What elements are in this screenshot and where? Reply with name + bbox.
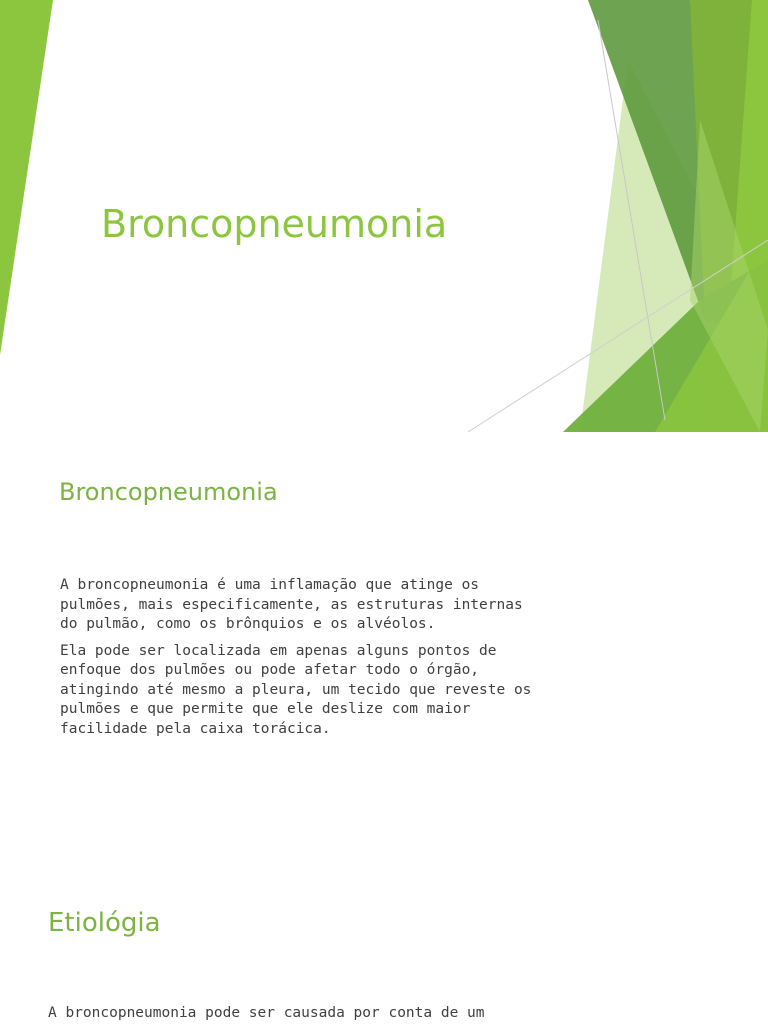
left-green-shape bbox=[0, 0, 53, 355]
etiology-slide bbox=[0, 884, 768, 1024]
paragraph: A broncopneumonia pode ser causada por conta de um bbox=[48, 1005, 485, 1021]
slide-heading: Etiológia bbox=[48, 908, 161, 938]
slide-title: Broncopneumonia bbox=[101, 202, 448, 246]
paragraph: A broncopneumonia é uma inflamação que atinge os pulmões, mais especificamente, as estruturas internas do pulmão, como os brônquios e os alvéolos. bbox=[60, 577, 523, 632]
slide-heading: Broncopneumonia bbox=[59, 478, 278, 506]
title-slide bbox=[0, 0, 768, 432]
paragraph: Ela pode ser localizada em apenas alguns pontos de enfoque dos pulmões ou pode afetar todo o órgão, atingindo até mesmo a pleura, um tecido que reveste os pulmões e que permite que ele deslize com maior facilidade pela caixa torácica. bbox=[60, 642, 532, 737]
content-slide bbox=[0, 432, 768, 884]
slide-body bbox=[60, 576, 600, 746]
